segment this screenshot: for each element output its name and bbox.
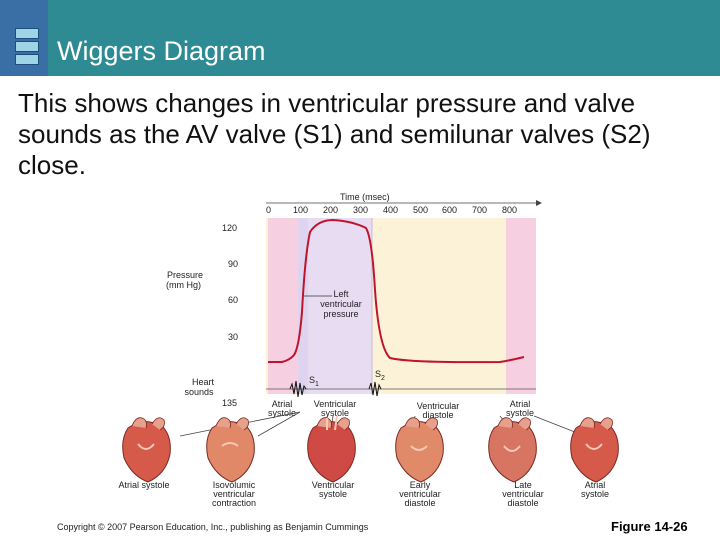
heart-illustration-atrial-systole-2-icon [571,418,619,482]
heart-caption: Ventricular [311,480,355,490]
time-axis-label: Time (msec) [340,192,390,202]
heart-illustration-isovolumic-icon [207,418,255,482]
heart-caption: Atrial [584,480,606,490]
time-tick-label: 100 [293,205,309,215]
phase-label-atrial-systole: Atrial [271,399,293,409]
phase-label-atrial-systole-2: Atrial [509,399,531,409]
curve-label-line: Left [333,289,349,299]
s1-label: $S_1$ [309,375,319,388]
time-tick-label: 0 [266,205,272,215]
time-axis-arrow-icon [536,200,542,206]
pressure-axis-unit: (mm Hg) [166,280,201,290]
heart-caption: Isovolumic [212,480,256,490]
figure-number: Figure 14-26 [611,519,688,534]
time-tick-label: 400 [383,205,399,215]
heart-caption: ventricular [213,489,255,499]
phase-label-ventricular-systole: Ventricular [313,399,357,409]
heart-caption: systole [580,489,609,499]
phase-label-ventricular-diastole: diastole [422,410,454,420]
heart-caption: diastole [404,498,436,508]
heart-illustration-ventricular-systole-icon [308,416,356,482]
curve-label-line: ventricular [320,299,362,309]
heart-illustration-atrial-systole-icon [123,418,171,482]
s1-subscript: 1 [315,380,319,388]
phase-label-ventricular-diastole: Ventricular [416,401,460,411]
heart-rate-value: 135 [222,398,238,408]
phase-label-atrial-systole: systole [267,408,296,418]
heart-caption: Late [514,480,532,490]
pressure-tick-label: 30 [228,332,239,342]
copyright-text: Copyright © 2007 Pearson Education, Inc., publishing as Benjamin Cummings [57,522,369,532]
heart-caption: ventricular [502,489,544,499]
phase-label-ventricular-systole: systole [320,408,349,418]
pressure-axis-label: Pressure [167,270,204,280]
heart-illustration-late-diastole-icon [489,418,537,482]
atrial-systole-band [268,218,298,394]
slide-body-text: This shows changes in ventricular pressure and valve sounds as the AV valve (S1) and semilunar valves (S2) close. [18,88,651,180]
time-tick-label: 300 [353,205,369,215]
time-tick-label: 700 [472,205,488,215]
pressure-tick-label: 90 [228,259,239,269]
heart-sounds-label: sounds [184,387,214,397]
heart-sounds-label: Heart [191,377,214,387]
time-tick-label: 800 [502,205,518,215]
heart-caption: ventricular [399,489,441,499]
curve-label-line: pressure [323,309,359,319]
heart-caption: systole [318,489,347,499]
pressure-tick-label: 60 [228,295,239,305]
heart-caption: Atrial systole [118,480,170,490]
phase-label-atrial-systole-2: systole [505,408,534,418]
heart-caption: diastole [507,498,539,508]
heart-illustration-early-diastole-icon [396,418,444,482]
time-tick-label: 600 [442,205,458,215]
time-tick-label: 500 [413,205,429,215]
s2-label: $S_2$ [375,369,385,382]
pressure-tick-label: 120 [222,223,238,233]
slide-title: Wiggers Diagram [57,36,266,66]
heart-caption: contraction [211,498,257,508]
time-tick-label: 200 [323,205,339,215]
s2-subscript: 2 [381,374,385,382]
heart-caption: Early [409,480,431,490]
atrial-systole-band-2 [506,218,536,394]
